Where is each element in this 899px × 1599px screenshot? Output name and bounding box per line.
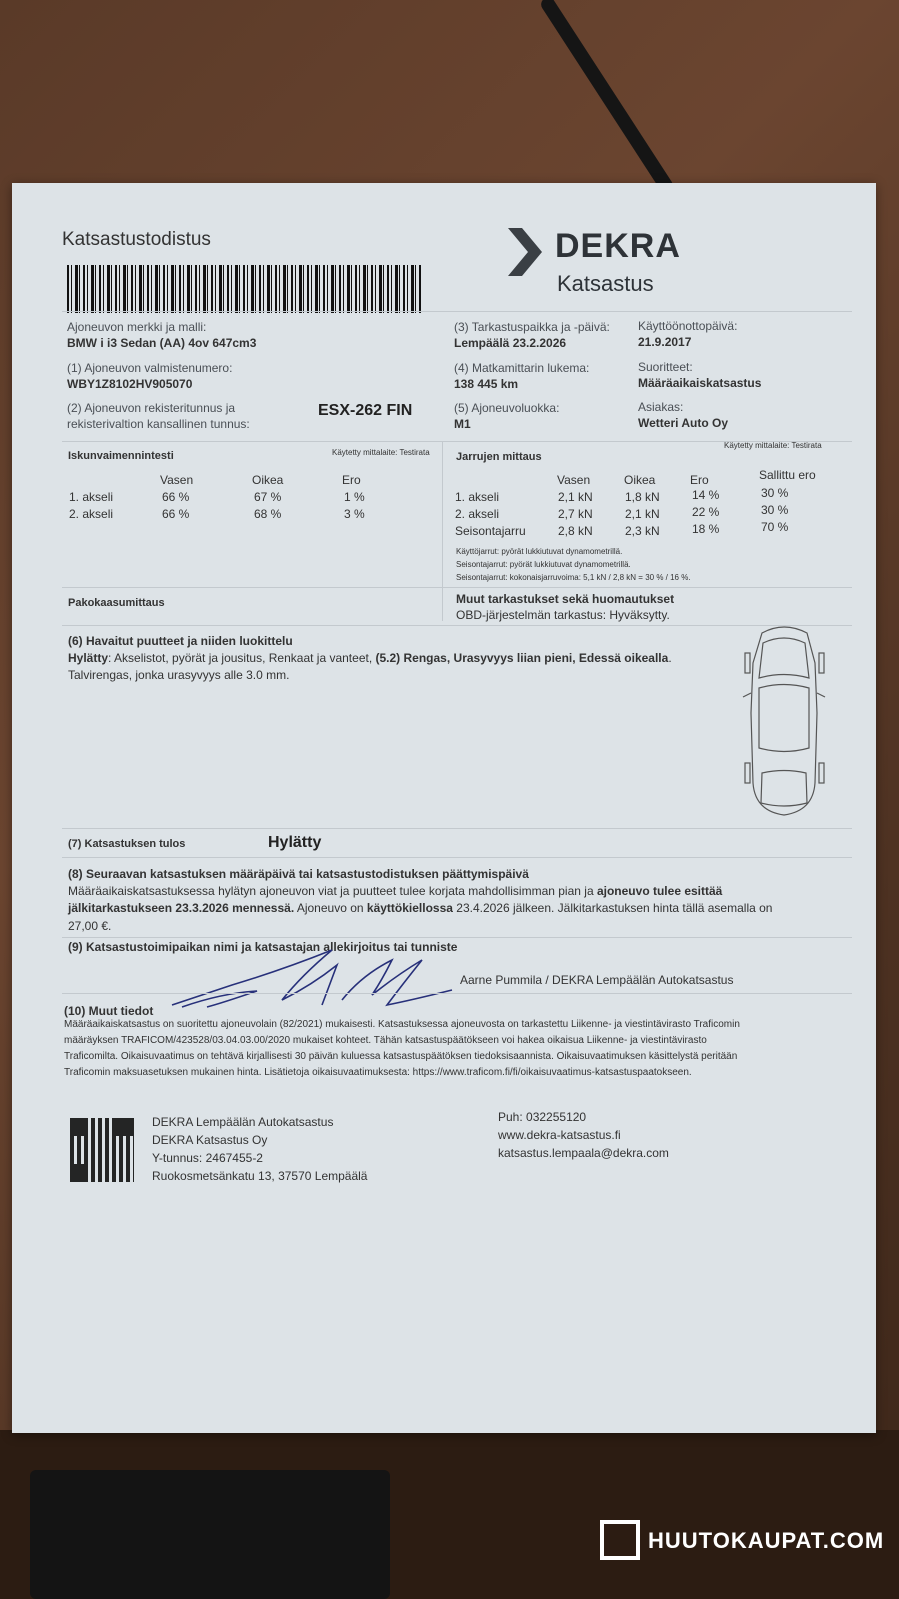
- brakes-device: Käytetty mittalaite: Testirata: [724, 441, 822, 450]
- next-text: 23.4.2026 jälkeen. Jälkitarkastuksen hinta tällä asemalla on: [452, 901, 773, 915]
- customer-value: Wetteri Auto Oy: [638, 416, 729, 430]
- dekra-logo-icon: [506, 228, 546, 278]
- first-use-label: Käyttöönottopäivä:: [638, 319, 738, 333]
- qr-code: [70, 1118, 134, 1182]
- brakes-header-allowed: Sallittu ero: [759, 468, 816, 482]
- brakes-left: 2,7 kN: [558, 507, 593, 521]
- reg-label-1: (2) Ajoneuvon rekisteritunnus ja: [67, 401, 236, 415]
- footer-phone: Puh: 032255120: [498, 1110, 587, 1124]
- damper-device: Käytetty mittalaite: Testirata: [332, 448, 430, 457]
- divider: [62, 828, 852, 829]
- brakes-left: 2,1 kN: [558, 490, 593, 504]
- next-text: Määräaikaiskatsastuksessa hylätyn ajoneuvon viat ja puutteet tulee korjata mahdollisimman pian ja: [68, 884, 597, 898]
- other-info-line: Traficomin maksuasetuksen mukainen hinta. Lisätietoja oikaisuvaatimuksesta: https://www.traficom.fi/fi/oikaisuvaatimus-katsastuspaatokseen.: [64, 1067, 692, 1078]
- make-model-label: Ajoneuvon merkki ja malli:: [67, 320, 207, 334]
- car-diagram-icon: [737, 623, 832, 823]
- other-info-title: (10) Muut tiedot: [64, 1004, 154, 1018]
- brakes-allowed: 70 %: [761, 520, 789, 534]
- performed-value: Määräaikaiskatsastus: [638, 376, 762, 390]
- next-text-bold: jälkitarkastukseen 23.3.2026 mennessä.: [68, 901, 295, 915]
- damper-header-left: Vasen: [160, 473, 194, 487]
- footer-company-line: Y-tunnus: 2467455-2: [152, 1151, 263, 1165]
- customer-label: Asiakas:: [638, 400, 684, 414]
- vin-label: (1) Ajoneuvon valmistenumero:: [67, 361, 233, 375]
- defects-text-c: .: [668, 651, 672, 665]
- footer-email: katsastus.lempaala@dekra.com: [498, 1146, 669, 1160]
- damper-diff: 1 %: [344, 490, 365, 504]
- brakes-header-left: Vasen: [557, 473, 591, 487]
- brakes-right: 1,8 kN: [625, 490, 660, 504]
- vin-value: WBY1Z8102HV905070: [67, 377, 193, 391]
- brakes-right: 2,1 kN: [625, 507, 660, 521]
- damper-axle: 2. akseli: [69, 507, 114, 521]
- damper-right: 67 %: [254, 490, 282, 504]
- defects-title: (6) Havaitut puutteet ja niiden luokittelu: [68, 634, 293, 648]
- barcode: [67, 265, 423, 313]
- brakes-diff: 18 %: [692, 522, 720, 536]
- divider: [62, 587, 852, 588]
- brakes-title: Jarrujen mittaus: [456, 451, 542, 463]
- next-title: (8) Seuraavan katsastuksen määräpäivä tai katsastustodistuksen päättymispäivä: [68, 867, 529, 881]
- logo-sub: Katsastus: [557, 271, 654, 296]
- document-title: Katsastustodistus: [62, 229, 211, 250]
- brakes-allowed: 30 %: [761, 503, 789, 517]
- damper-axle: 1. akseli: [69, 490, 114, 504]
- defects-line-1: [68, 651, 672, 665]
- license-plate: ESX-262 FIN: [318, 402, 413, 419]
- divider: [62, 625, 852, 626]
- footer-company-line: DEKRA Katsastus Oy: [152, 1133, 268, 1147]
- brakes-allowed: 30 %: [761, 486, 789, 500]
- next-text-bold: käyttökiellossa: [366, 901, 453, 915]
- divider: [62, 937, 852, 938]
- damper-left: 66 %: [162, 490, 190, 504]
- brakes-left: 2,8 kN: [558, 524, 593, 538]
- odometer-label: (4) Matkamittarin lukema:: [454, 361, 590, 375]
- other-checks-title: Muut tarkastukset sekä huomautukset: [456, 592, 675, 606]
- other-checks-text: OBD-järjestelmän tarkastus: Hyväksytty.: [456, 608, 670, 622]
- column-divider: [442, 441, 443, 621]
- first-use-value: 21.9.2017: [638, 335, 692, 349]
- other-info-line: määräyksen TRAFICOM/423528/03.04.03.00/2020 mukaiset kohteet. Tähän katsastuspäätökseen voi hakea oikaisua Liikenne- ja viestintävirasto: [64, 1035, 707, 1046]
- damper-header-right: Oikea: [252, 473, 284, 487]
- defects-status: Hylätty: [68, 651, 109, 665]
- damper-header-diff: Ero: [342, 473, 361, 487]
- next-line-3: 27,00 €.: [68, 919, 112, 933]
- place-value: Lempäälä 23.2.2026: [454, 336, 567, 350]
- odometer-value: 138 445 km: [454, 377, 519, 391]
- damper-diff: 3 %: [344, 507, 365, 521]
- other-info-line: Traficomilta. Oikaisuvaatimus on tehtävä kirjallisesti 30 päivän kuluessa katsastuspäätöksen tiedoksisaannista. Oikaisuvaatimuksen käsittelystä peritään: [64, 1051, 738, 1062]
- divider: [62, 857, 852, 858]
- next-text-bold: ajoneuvo tulee esittää: [596, 884, 723, 898]
- cable: [538, 0, 675, 195]
- exhaust-title: Pakokaasumittaus: [68, 597, 165, 609]
- defects-line-2: Talvirengas, jonka urasyvyys alle 3.0 mm.: [68, 668, 290, 682]
- make-model-value: BMW i i3 Sedan (AA) 4ov 647cm3: [67, 336, 257, 350]
- defects-text-a: : Akselistot, pyörät ja jousitus, Renkaat ja vanteet,: [108, 651, 376, 665]
- performed-label: Suoritteet:: [638, 360, 693, 374]
- result-value: Hylätty: [268, 834, 322, 851]
- brakes-header-right: Oikea: [624, 473, 656, 487]
- brakes-diff: 14 %: [692, 488, 720, 502]
- signature-title: (9) Katsastustoimipaikan nimi ja katsastajan allekirjoitus tai tunniste: [68, 940, 458, 954]
- result-label: (7) Katsastuksen tulos: [68, 838, 186, 850]
- other-info-line: Määräaikaiskatsastus on suoritettu ajoneuvolain (82/2021) mukaisesti. Katsastuksessa ajoneuvosta on tarkastettu Liikenne- ja viestintävirasto Traficomin: [64, 1019, 740, 1030]
- watermark-text: HUUTOKAUPAT.COM: [648, 1528, 885, 1553]
- next-line-2: [68, 901, 772, 915]
- brakes-diff: 22 %: [692, 505, 720, 519]
- logo-brand: DEKRA: [555, 227, 681, 265]
- brakes-note: Käyttöjarrut: pyörät lukkiutuvat dynamometrillä.: [456, 547, 623, 556]
- signature-icon: [162, 945, 492, 1015]
- next-line-1: [68, 884, 722, 898]
- reg-label-2: rekisterivaltion kansallinen tunnus:: [67, 417, 250, 431]
- next-text: Ajoneuvo on: [294, 901, 367, 915]
- watermark-logo-icon: [600, 1520, 640, 1560]
- brakes-axle: 1. akseli: [455, 490, 500, 504]
- brakes-right: 2,3 kN: [625, 524, 660, 538]
- defects-text-b: (5.2) Rengas, Urasyvyys liian pieni, Edessä oikealla: [375, 651, 669, 665]
- class-value: M1: [454, 417, 471, 431]
- brakes-note: Seisontajarrut: pyörät lukkiutuvat dynamometrillä.: [456, 560, 631, 569]
- brakes-axle: Seisontajarru: [455, 524, 526, 538]
- place-label: (3) Tarkastuspaikka ja -päivä:: [454, 320, 610, 334]
- brakes-header-diff: Ero: [690, 473, 709, 487]
- footer-company-line: Ruokosmetsänkatu 13, 37570 Lempäälä: [152, 1169, 368, 1183]
- damper-title: Iskunvaimennintesti: [68, 450, 174, 462]
- class-label: (5) Ajoneuvoluokka:: [454, 401, 560, 415]
- damper-left: 66 %: [162, 507, 190, 521]
- damper-right: 68 %: [254, 507, 282, 521]
- footer-company-line: DEKRA Lempäälän Autokatsastus: [152, 1115, 334, 1129]
- footer-website: www.dekra-katsastus.fi: [498, 1128, 621, 1142]
- floor-shadow: [30, 1470, 390, 1599]
- inspector-name: Aarne Pummila / DEKRA Lempäälän Autokatsastus: [460, 973, 734, 987]
- brakes-note: Seisontajarrut: kokonaisjarruvoima: 5,1 kN / 2,8 kN = 30 % / 16 %.: [456, 573, 691, 582]
- divider: [62, 993, 852, 994]
- brakes-axle: 2. akseli: [455, 507, 500, 521]
- divider: [62, 311, 852, 312]
- inspection-certificate: [12, 183, 876, 1433]
